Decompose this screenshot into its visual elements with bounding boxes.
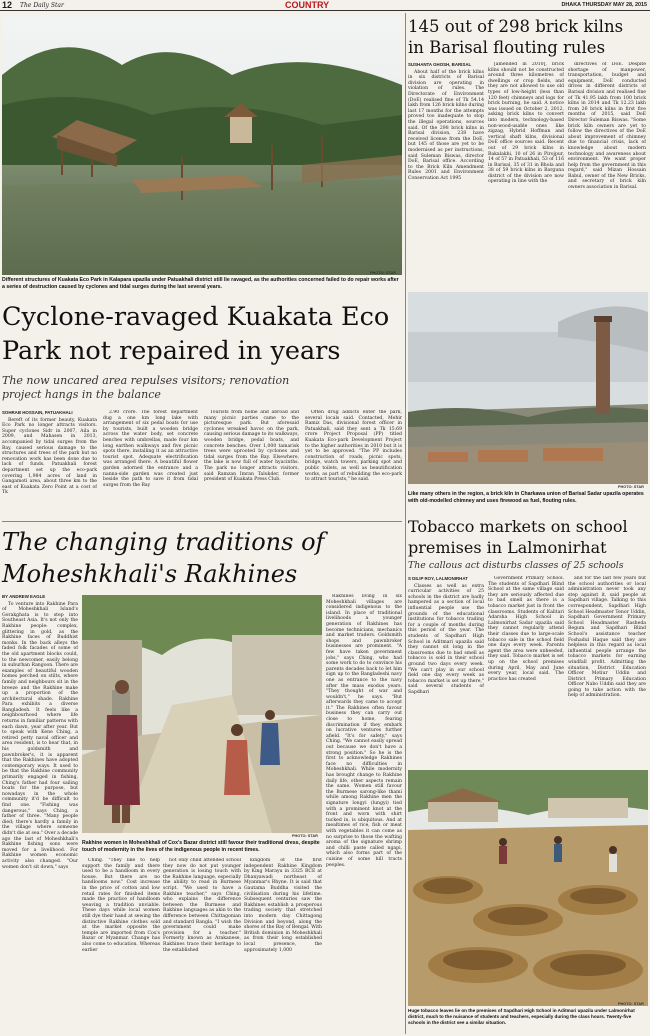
rakhines-byline: BY ANDREW EAGLE — [2, 594, 46, 599]
rakhine-photo-credit: PHOTO: STAR — [292, 834, 318, 838]
rakhines-col3 — [163, 858, 241, 1034]
tobacco-market-photo — [408, 770, 648, 1006]
brick-kilns-headline-line1: 145 out of 298 brick kilns — [408, 17, 624, 36]
tobacco-headline-line1: Tobacco markets on school — [408, 517, 628, 536]
tobacco-col2 — [488, 576, 564, 766]
brick-kilns-col2 — [488, 62, 564, 262]
eco-park-text-4: Often drug addicts enter the park, several locals said. Contacted, Mehir Ramiz Das, divisional forest officer in Patuakhali, said they sent a Tk 15.69 crore Project Proposal (PP) titled Kuakata Eco-park Development Project to the higher authorities in 2010 but it is yet to be approved. "The PP includes construction of roads, picnic spots, bridge, watch towers, parking spot and public toilets, as well as beautification works, as part of rebuilding the eco-park to attract tourists," he said. — [305, 410, 402, 483]
tobacco-text-1: Classes as well as extra curricular activities of 25 schools in the district are badly hampered as a section of local influential people use the grounds of the educational institutions for tobacco trading for a couple of months during this period of the year. The students of Sapdhari High School in Aditmari upazila said they cannot sit long in the classrooms due to bad smell as tobacco is sold in their school ground two days every week. "We can't play in our school field one day every week as tobacco market is set up there," said several students of Sapdhari — [408, 583, 484, 695]
tobacco-photo-credit: PHOTO: STAR — [618, 1002, 644, 1006]
brick-kilns-headline-line2: in Barisal flouting rules — [408, 38, 606, 57]
dateline: DHAKA THURSDAY MAY 28, 2015 — [561, 2, 647, 8]
masthead — [0, 0, 650, 11]
eco-park-text-3: Tourists from home and abroad and many picnic parties came to the picturesque park. But aforesaid cyclones wreaked havoc on the park, causing serious damage to its walkways, wooden bridge, pedal boats, and concrete benches. Over 1,000 tamarisk trees were uprooted by cyclones and tidal surges from the Bay. Elsewhere, the lake is now full of water hyacinths. The park no longer attracts visitors, said Ramzan Imran Talukder, former president of Kuakata Press Club. — [204, 410, 299, 483]
eco-park-headline — [2, 300, 402, 368]
brick-kilns-text-1: About half of the brick kilns in six districts of Barisal division are operating in violation of rules. The Directorate of Environment (DoE) realised fine of Tk 54.14 lakh from 126 brick kilns during last 17 months for the attempts proved too inadequate to stop the illegal operations, sources said. Of the 298 brick kilns in Barisal division, 238 have received license from the DoE, but 145 of those are yet to be modernised as per instructions, said Suleman Biswas, director DoE, Barisal office. According to the Brick Kiln Amendment Rules 2001 and Environment Conservation Act 1995 — [408, 69, 484, 181]
brick-kilns-byline: SUSHANTA GHOSH, BARISAL — [408, 62, 472, 67]
rakhines-headline — [2, 526, 402, 590]
brick-kilns-col3 — [568, 62, 646, 262]
eco-park-col2 — [103, 410, 198, 518]
rakhines-headline-line1: The changing traditions of — [2, 528, 325, 556]
tobacco-headline — [408, 516, 648, 558]
eco-park-byline: SOHRAB HOSSAIN, PATUAKHALI — [2, 410, 73, 415]
eco-park-col3 — [204, 410, 299, 518]
rakhines-text-1: To venture into Rakhine Para of Moheshkhali Island's Gorakghata is to step into Southeast Asia. It's not only the Rakhine people: complex, glittering in gold, as the Rakhine faces of Buddhist monks. In the back alleys the faded folk facades of some of the old apartment blocks could, to the newcomer, easily belong in suburban Rangoon. There are examples of beautiful wooden homes perched on stilts, where family and neighbours sit in the breeze and the Rakhine make up a proportion of the architectural shade. Rakhine Para exhibits a diverse Bangladesh. It feels like a neighbourhood where life returns in familiar patterns with each dawn, year after year. But to speak with Kene Ching, a retired petty naval officer and area resident, is to hear that, in his goldsmith and pawnbroker's, it is apparent that the Rakhines have adopted contemporary ways. It used to be that the Rakhine community primarily engaged in fishing, Ching's father had four sailing boats for the purpose, but nowadays in the whole community it'd be difficult to find one. "Fishing was dangerous," says Ching, a father of three. "Many people died; there's hardly a family in the village where someone didn't die at sea." Over a decade ago the last of Moheshkhali's Rakhine fishing sons were moved for a livelihood. For Rakhine women economic activity also changed. "Our women don't sit down," says — [2, 601, 78, 870]
rakhines-text-3: not only child attended school they now do not put younger generation is losing touch with the Rakhine language, especially the ability to read in Burmese script. "We used to have a Rakhine teacher," says Ching, who explains the difference between the Burmese and Rakhine languages as akin to the difference between Chittagonian and standard Bangla. "I wish the government could make provision for a teacher." Formerly known as Arakanese, Rakhines trace their heritage to the established — [163, 858, 241, 953]
eco-park-photo-caption: Different structures of Kuakata Eco Park in Kalapara upazila under Patuakhali district still lie ravaged, as the authorities concerned failed to do repair works after a series of destruction caused by cyclones and tidal surges during the last several years. — [2, 277, 399, 290]
brick-kilns-col1 — [408, 62, 484, 262]
eco-park-subhead-line1: The now uncared area repulses visitors; renovation — [2, 374, 290, 387]
eco-park-headline-line1: Cyclone-ravaged Kuakata Eco — [2, 302, 390, 332]
paper-name: The Daily Star — [20, 2, 64, 9]
rakhines-text-4: Rakhines living in six Moheshkhali villages are considered indigenous to the island. In place of traditional livelihoods a younger generation of Rakhines has become technicians, mechanics and market traders. Goldsmith shops and pawnbroker businesses are prominent. "A few have taken government jobs," says Ching, who had some work to do to convince his parents decades back to let him sign up to the Bangladeshi navy one as entrance to the navy after the mass exodus years. "They thought of war and wouldn't," he says. "But afterwards they came to accept it." The Rakhines often favour business they can carry out close to home, fearing discrimination if they embark on lucrative ventures further afield. "It's for safety," says Ching. "We cannot easily spread out because we don't have a strong position." So he is the first to acknowledge Rakhines face no difficulties in Moheshkhali. While modernity has brought change to Rakhine daily life, other aspects remain the same. Women still favour the Burmese sarong-like thami while among Rakhine men the signature longyi (lungyi) tied with a prominent knot at the front and worn with shirt tucked in, is ubiquitous. And at mealtimes of rice, fish or meat with vegetables it can come as no surprise to those the wafting aroma of the signature shrimp and chilli paste called ngapi, which also forms part of the cuisine of some hill tracts peoples. — [326, 594, 402, 868]
horizontal-divider — [2, 521, 402, 522]
column-divider-right-top — [405, 13, 406, 513]
eco-park-photo — [2, 15, 402, 275]
eco-park-subhead — [2, 374, 402, 402]
brick-kilns-headline — [408, 16, 648, 58]
brick-kiln-photo — [408, 292, 648, 484]
eco-park-photo-credit: PHOTO: STAR — [370, 271, 396, 275]
eco-park-col4 — [305, 410, 402, 518]
rakhines-text-5: kingdom of the first independent Rakhine Kingdom by King Marayu in 3325 BCE at Dhanyawadi northeast of Myanmar's Rhyne. It is said that Gautama Buddha visited the civilisation during his lifetime. Subsequent centuries saw the Rakhines establish a prosperous trading society that stretched into modern day Chittagong Division and beyond, along the shores of the Bay of Bengal. With British dominion in Moheshkhali as from their long established local presence, the approximately 1,000 — [244, 858, 322, 953]
tobacco-byline: S DILIP ROY, LALMONIRHAT — [408, 576, 468, 581]
tobacco-text-2: Government Primary School. The students of Sapdhari Blind School at the same village said they are seriously affected due to bad smell as there is a tobacco market just in front the classrooms. Students of Kalitari Adarsha High School in Lalmonirhat Sadar upazila said they cannot regularly attend their classes due to large-scale tobacco sale in the school field one days every week. Parents agent the area were unheeded, they said. Tobacco market is set up on the school premises during April, May and June every year, local said. The practice has created — [488, 576, 564, 682]
eco-park-text-1: Bereft of its former beauty, Kuakata Eco Park no longer attracts visitors. Super cyclones Sidr in 2007, Aila in 2009, and Mahasen in 2013, accompanied by tidal surges from the Bay, caused serious damage to the structures and trees of the park but no renovation work has been done due to lack of funds. Patuakhali forest department set up the eco-park covering 1,984 acres of land in Gangamoti area, about three km to the east of Kuakata Zero Point at a cost of Tk — [2, 417, 97, 496]
tobacco-col3 — [568, 576, 646, 766]
tobacco-subhead: The callous act disturbs classes of 25 schools — [408, 560, 624, 571]
column-divider-right-bottom — [405, 513, 406, 1034]
rakhines-col1 — [2, 594, 78, 1034]
brick-kiln-photo-credit: PHOTO: STAR — [618, 485, 644, 489]
rakhine-photo-caption: Rakhine women in Moheshkhali of Cox's Bazar district still favour their traditional dress, despite touch of modernity in the lives of the indigenous people in recent times. — [82, 840, 320, 853]
rakhines-text-2: Ching. "They like to help support the family and there used to be a handloom in every house. But there are no handlooms now." Cost increase in the price of cotton and low retail rates for finished items made the practice of handloom weaving a tradition unviable. These days while local women still dye their hand at sewing the distinctive Rakhine clothes sold at the market opposite the temple are imported from Cox's Bazar or Myanmar. Change has also come to education. Whereas earlier — [82, 858, 160, 953]
tobacco-text-3: and for the last few years but the school authorities or local administration never took any step against it, said people at Sapdhari village. Talking to this correspondent, Sapdhari High School Headmaster Tenor Uddin, Sapdhari Government Primary School Headmaster Rasheda Begum and Sapdhari Blind School's assistance teacher Foshadul Haque said they are helpless in this regard as local influential people arrange the tobacco markets for earning windfall profit. Admitting the situation, District Education Officer Motiur Uddin and District Primary Education Officer Nabo Uddin said they are going to take action with the help of administration. — [568, 576, 646, 699]
eco-park-headline-line2: Park not repaired in years — [2, 336, 341, 366]
tobacco-photo-caption: Huge tobacco leaves lie on the premises of Sapdhari High School in Aditmari upazila under Lalmonirhat district, much to the nuisance of students and teachers, especially during the class hours. Twenty-five schools in the district see a similar situation. — [408, 1008, 635, 1025]
tobacco-headline-line2: premises in Lalmonirhat — [408, 538, 607, 557]
brick-kilns-text-3: directives of DoE. Despite shortage of manpower, transportation, budget and equipment, DoE conducted drives in different districts of Barisal division and realised fine of Tk 41.95 lakh from 100 brick kilns in 2014 and Tk 12.23 lakh from 26 brick kilns in first five months of 2015, said DoE Director Suleman Biswas. "Some brick kiln owners are yet to follow the directives of the DoE about improvement of chimney due to financial crisis, lack of knowledge about modern technology and awareness about environment. We want proper help from the government in this regard," said Mizan Hossain Babul, owner of the New Bricks, and secretary of brick kiln owners association in Barisal. — [568, 62, 646, 191]
rakhine-women-photo — [82, 595, 322, 833]
rakhines-col5 — [244, 858, 322, 1034]
rakhines-col2 — [82, 858, 160, 1034]
rakhines-headline-line2: Moheshkhali's Rakhines — [2, 560, 298, 588]
page-number: 12 — [2, 0, 13, 10]
tobacco-col1 — [408, 576, 484, 766]
eco-park-col1 — [2, 410, 97, 518]
brick-kiln-photo-caption: Like many others in the region, a brick kiln in Charkawa union of Barisal Sadar upazila operates with old-modelled chimney and uses firewood as fuel, flouting rules. — [408, 491, 644, 504]
rakhines-col4 — [326, 594, 402, 1034]
eco-park-subhead-line2: project hangs in the balance — [2, 388, 161, 401]
eco-park-text-2: 2.90 crore. The forest department dug a one km long lake with arrangement of six pedal boats for use by tourists, built a wooden bridge across the water body, set concrete benches with umbrellas, made four km long earthen walkways and five picnic spots there, installing it as an attractive tourist spot. Adequate electrification was arranged there. A beautiful flower garden adorned the entrance and a nanna-side garden was created just beside the path to save it from tidal surges from the Bay — [103, 410, 198, 488]
brick-kilns-text-2: [amended in 2010], brick kilns should not be constructed around three kilometres of dwellings or crop fields, and they are not allowed to use old types of low-height (less than 120 feet) chimneys and logs for brick burning, he said. A notice was issued on October 2, 2012, asking brick kilns to convert into modern, technology-based non-wood-usable ones like zigzag, Hybrid Hoffman and vertical shaft kilns, divisional DoE office sources said. Recent out of 29 brick kilns in Bakalakhi, 10 of 26 in Pirojpur, 14 of 57 in Patuakhali, 53 of 116 in Barisal, 35 of 31 in Bhola and 38 of 59 brick kilns in Barguna district of the division are now operating in line with the — [488, 62, 564, 185]
section-title: COUNTRY — [285, 0, 330, 10]
